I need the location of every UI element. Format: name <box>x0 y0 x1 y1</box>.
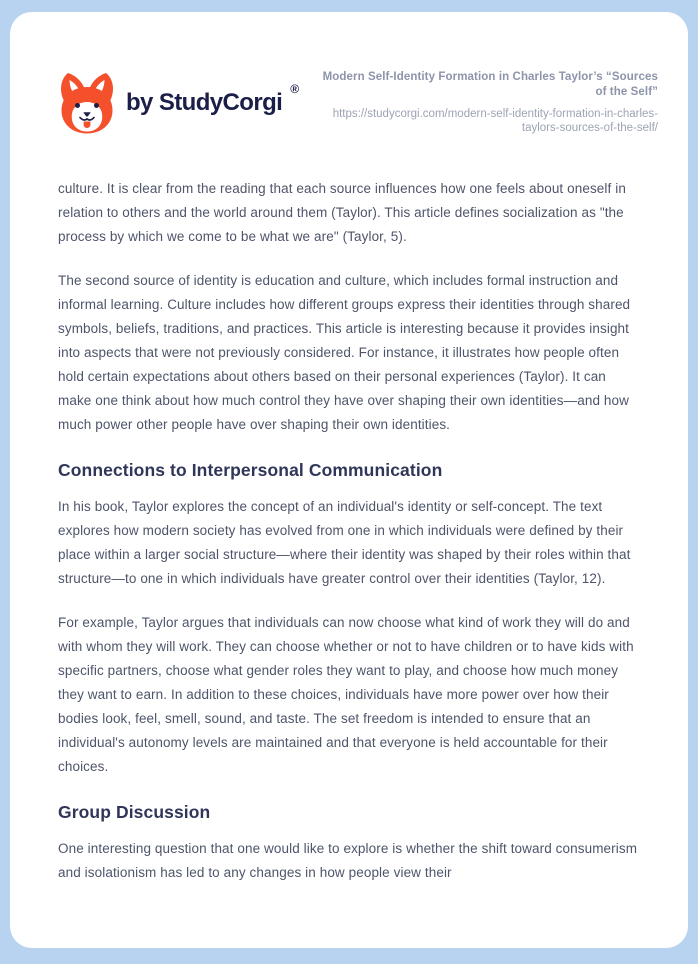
registered-trademark-symbol: ® <box>290 82 300 96</box>
document-header <box>58 70 658 135</box>
corgi-logo-icon <box>58 72 116 134</box>
essay-body <box>58 177 640 885</box>
document-url-link[interactable]: https://studycorgi.com/modern-self-identity-formation-in-charles-taylors-sources-of-the-self/ <box>332 108 658 134</box>
document-card <box>10 12 688 948</box>
paragraph: The second source of identity is education and culture, which includes formal instruction and informal learning. Culture includes how different groups express their identities through shared symbols, beliefs, traditions, and practices. This article is interesting because it provides insight into aspects that were not previously considered. For instance, it illustrates how people often hold certain expectations about others based on their personal experiences (Taylor). It can make one think about how much control they have over shaping their own identities—and how much power other people have over shaping their own identities. <box>58 273 631 432</box>
paragraph-continuation: culture. It is clear from the reading that each source influences how one feels about oneself in relation to others and the world around them (Taylor). This article defines socialization as "the process by which we come to be what we are" (Taylor, 5). <box>58 181 626 244</box>
section-heading-connections: Connections to Interpersonal Communication <box>58 460 443 480</box>
document-title-block <box>322 70 658 135</box>
paragraph: For example, Taylor argues that individuals can now choose what kind of work they will do and with whom they will work. They can choose whether or not to have children or to have kids with specific partners, choose what gender roles they want to play, and choose how much money they want to earn. In addition to these choices, individuals have more power over how their bodies look, feel, smell, sound, and taste. The set freedom is intended to ensure that an individual's autonomy levels are maintained and that everyone is held accountable for their choices. <box>58 615 634 774</box>
document-title: Modern Self-Identity Formation in Charles Taylor’s “Sources of the Self” <box>322 71 658 98</box>
paragraph-cutoff: One interesting question that one would like to explore is whether the shift toward consumerism and isolationism has led to any changes in how people view their <box>58 841 638 880</box>
studycorgi-brand <box>58 70 299 134</box>
section-heading-group-discussion: Group Discussion <box>58 802 211 822</box>
paragraph: In his book, Taylor explores the concept of an individual's identity or self-concept. The text explores how modern society has evolved from one in which individuals were defined by their place within a larger social structure—where their identity was shaped by their roles within that structure—to one in which individuals have greater control over their identities (Taylor, 12). <box>58 499 631 586</box>
brand-wordmark: by StudyCorgi <box>126 89 283 116</box>
